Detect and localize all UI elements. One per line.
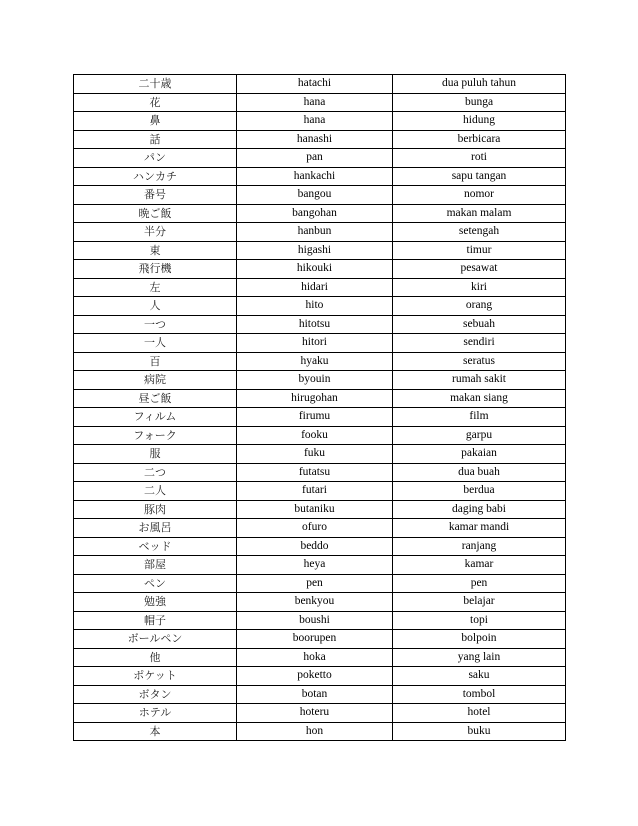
romaji-cell: hitori <box>237 334 393 353</box>
romaji-cell: futari <box>237 482 393 501</box>
indonesian-meaning-cell: daging babi <box>393 500 566 519</box>
romaji-cell: byouin <box>237 371 393 390</box>
table-row <box>74 167 566 186</box>
indonesian-meaning-cell: ranjang <box>393 537 566 556</box>
japanese-word-cell: 半分 <box>74 223 237 242</box>
romaji-cell: heya <box>237 556 393 575</box>
table-row <box>74 371 566 390</box>
japanese-word-cell: ホテル <box>74 704 237 723</box>
indonesian-meaning-cell: kiri <box>393 278 566 297</box>
japanese-word-cell: 二人 <box>74 482 237 501</box>
table-row <box>74 223 566 242</box>
japanese-word-cell: 東 <box>74 241 237 260</box>
indonesian-meaning-cell: sebuah <box>393 315 566 334</box>
indonesian-meaning-cell: sendiri <box>393 334 566 353</box>
indonesian-meaning-cell: dua buah <box>393 463 566 482</box>
table-row <box>74 278 566 297</box>
indonesian-meaning-cell: pakaian <box>393 445 566 464</box>
indonesian-meaning-cell: berdua <box>393 482 566 501</box>
japanese-word-cell: 二つ <box>74 463 237 482</box>
japanese-word-cell: 他 <box>74 648 237 667</box>
indonesian-meaning-cell: orang <box>393 297 566 316</box>
romaji-cell: butaniku <box>237 500 393 519</box>
table-row <box>74 704 566 723</box>
table-row <box>74 149 566 168</box>
table-row <box>74 648 566 667</box>
indonesian-meaning-cell: setengah <box>393 223 566 242</box>
romaji-cell: hoteru <box>237 704 393 723</box>
japanese-word-cell: ボールペン <box>74 630 237 649</box>
romaji-cell: botan <box>237 685 393 704</box>
japanese-word-cell: 二十歳 <box>74 75 237 94</box>
romaji-cell: poketto <box>237 667 393 686</box>
japanese-word-cell: ハンカチ <box>74 167 237 186</box>
romaji-cell: firumu <box>237 408 393 427</box>
japanese-word-cell: ボタン <box>74 685 237 704</box>
indonesian-meaning-cell: yang lain <box>393 648 566 667</box>
indonesian-meaning-cell: nomor <box>393 186 566 205</box>
romaji-cell: bangohan <box>237 204 393 223</box>
romaji-cell: pan <box>237 149 393 168</box>
table-row <box>74 500 566 519</box>
romaji-cell: hana <box>237 112 393 131</box>
indonesian-meaning-cell: saku <box>393 667 566 686</box>
table-row <box>74 93 566 112</box>
japanese-word-cell: お風呂 <box>74 519 237 538</box>
indonesian-meaning-cell: dua puluh tahun <box>393 75 566 94</box>
japanese-word-cell: 本 <box>74 722 237 741</box>
japanese-word-cell: 豚肉 <box>74 500 237 519</box>
romaji-cell: hirugohan <box>237 389 393 408</box>
japanese-word-cell: 人 <box>74 297 237 316</box>
indonesian-meaning-cell: makan siang <box>393 389 566 408</box>
table-row <box>74 408 566 427</box>
table-row <box>74 463 566 482</box>
indonesian-meaning-cell: kamar <box>393 556 566 575</box>
romaji-cell: bangou <box>237 186 393 205</box>
indonesian-meaning-cell: timur <box>393 241 566 260</box>
japanese-word-cell: フィルム <box>74 408 237 427</box>
romaji-cell: hoka <box>237 648 393 667</box>
table-row <box>74 130 566 149</box>
table-row <box>74 186 566 205</box>
table-row <box>74 445 566 464</box>
romaji-cell: benkyou <box>237 593 393 612</box>
table-row <box>74 537 566 556</box>
japanese-word-cell: 晩ご飯 <box>74 204 237 223</box>
table-row <box>74 519 566 538</box>
romaji-cell: boushi <box>237 611 393 630</box>
romaji-cell: ofuro <box>237 519 393 538</box>
indonesian-meaning-cell: rumah sakit <box>393 371 566 390</box>
japanese-word-cell: 左 <box>74 278 237 297</box>
romaji-cell: futatsu <box>237 463 393 482</box>
indonesian-meaning-cell: makan malam <box>393 204 566 223</box>
indonesian-meaning-cell: tombol <box>393 685 566 704</box>
indonesian-meaning-cell: topi <box>393 611 566 630</box>
table-row <box>74 574 566 593</box>
indonesian-meaning-cell: garpu <box>393 426 566 445</box>
indonesian-meaning-cell: kamar mandi <box>393 519 566 538</box>
table-row <box>74 593 566 612</box>
romaji-cell: hatachi <box>237 75 393 94</box>
table-row <box>74 315 566 334</box>
romaji-cell: hana <box>237 93 393 112</box>
indonesian-meaning-cell: berbicara <box>393 130 566 149</box>
romaji-cell: hidari <box>237 278 393 297</box>
table-row <box>74 334 566 353</box>
indonesian-meaning-cell: hotel <box>393 704 566 723</box>
romaji-cell: hikouki <box>237 260 393 279</box>
table-row <box>74 482 566 501</box>
japanese-word-cell: 一人 <box>74 334 237 353</box>
romaji-cell: hitotsu <box>237 315 393 334</box>
romaji-cell: hito <box>237 297 393 316</box>
romaji-cell: hon <box>237 722 393 741</box>
table-row <box>74 297 566 316</box>
japanese-word-cell: 昼ご飯 <box>74 389 237 408</box>
romaji-cell: hyaku <box>237 352 393 371</box>
table-row <box>74 352 566 371</box>
japanese-word-cell: 部屋 <box>74 556 237 575</box>
indonesian-meaning-cell: pen <box>393 574 566 593</box>
table-row <box>74 112 566 131</box>
japanese-word-cell: ポケット <box>74 667 237 686</box>
romaji-cell: fooku <box>237 426 393 445</box>
japanese-word-cell: 病院 <box>74 371 237 390</box>
japanese-word-cell: 一つ <box>74 315 237 334</box>
table-row <box>74 260 566 279</box>
romaji-cell: hankachi <box>237 167 393 186</box>
table-row <box>74 426 566 445</box>
japanese-word-cell: 飛行機 <box>74 260 237 279</box>
indonesian-meaning-cell: bunga <box>393 93 566 112</box>
indonesian-meaning-cell: hidung <box>393 112 566 131</box>
table-row <box>74 75 566 94</box>
japanese-word-cell: 服 <box>74 445 237 464</box>
table-row <box>74 556 566 575</box>
japanese-word-cell: 話 <box>74 130 237 149</box>
indonesian-meaning-cell: pesawat <box>393 260 566 279</box>
romaji-cell: higashi <box>237 241 393 260</box>
japanese-word-cell: パン <box>74 149 237 168</box>
indonesian-meaning-cell: bolpoin <box>393 630 566 649</box>
table-row <box>74 685 566 704</box>
indonesian-meaning-cell: belajar <box>393 593 566 612</box>
japanese-word-cell: 帽子 <box>74 611 237 630</box>
romaji-cell: boorupen <box>237 630 393 649</box>
romaji-cell: fuku <box>237 445 393 464</box>
japanese-word-cell: 番号 <box>74 186 237 205</box>
indonesian-meaning-cell: roti <box>393 149 566 168</box>
romaji-cell: pen <box>237 574 393 593</box>
table-row <box>74 241 566 260</box>
table-row <box>74 389 566 408</box>
japanese-word-cell: 百 <box>74 352 237 371</box>
table-row <box>74 630 566 649</box>
table-row <box>74 204 566 223</box>
japanese-word-cell: ベッド <box>74 537 237 556</box>
indonesian-meaning-cell: film <box>393 408 566 427</box>
japanese-word-cell: 鼻 <box>74 112 237 131</box>
japanese-word-cell: 勉強 <box>74 593 237 612</box>
table-row <box>74 667 566 686</box>
indonesian-meaning-cell: buku <box>393 722 566 741</box>
romaji-cell: beddo <box>237 537 393 556</box>
romaji-cell: hanbun <box>237 223 393 242</box>
indonesian-meaning-cell: seratus <box>393 352 566 371</box>
japanese-word-cell: ペン <box>74 574 237 593</box>
vocabulary-table <box>73 74 566 741</box>
indonesian-meaning-cell: sapu tangan <box>393 167 566 186</box>
japanese-word-cell: フォーク <box>74 426 237 445</box>
table-row <box>74 722 566 741</box>
japanese-word-cell: 花 <box>74 93 237 112</box>
table-row <box>74 611 566 630</box>
vocabulary-table-body <box>74 75 566 741</box>
romaji-cell: hanashi <box>237 130 393 149</box>
